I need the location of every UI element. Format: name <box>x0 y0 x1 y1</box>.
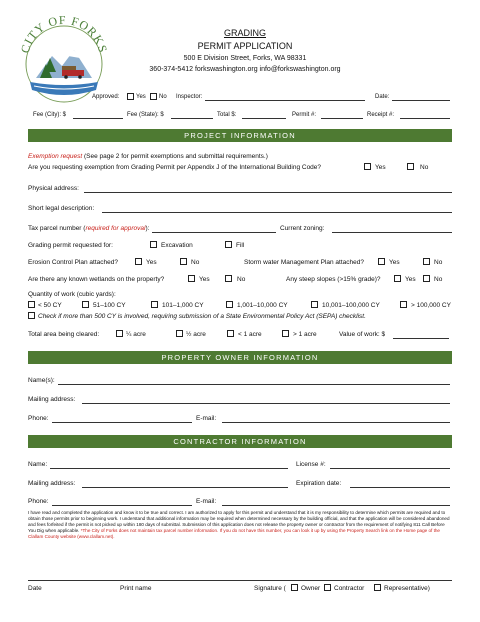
quantity-101-1000-label: 101–1,000 CY <box>162 302 204 309</box>
signature-contractor-checkbox[interactable] <box>324 584 331 591</box>
erosion-yes-label: Yes <box>146 259 157 266</box>
contractor-phone-label: Phone: <box>28 498 49 505</box>
print-name-label: Print name <box>120 585 152 592</box>
erosion-yes-checkbox[interactable] <box>135 258 142 265</box>
contractor-email-field[interactable] <box>222 505 450 506</box>
signature-representative-label: Representative) <box>384 585 430 592</box>
city-contact: 360-374-5412 forkswashington.org info@forkswashington.org <box>149 66 341 73</box>
permit-number-field[interactable] <box>321 118 363 119</box>
license-label: License #: <box>296 461 326 468</box>
project-information-header: PROJECT INFORMATION <box>28 129 452 142</box>
contractor-phone-field[interactable] <box>52 505 192 506</box>
erosion-plan-label: Erosion Control Plan attached? <box>28 259 118 266</box>
contractor-name-field[interactable] <box>50 468 288 469</box>
steep-slopes-yes-label: Yes <box>405 276 416 283</box>
receipt-number-label: Receipt #: <box>367 112 395 118</box>
expiration-date-label: Expiration date: <box>296 480 342 487</box>
area-gt1-acre-checkbox[interactable] <box>282 330 289 337</box>
total-field[interactable] <box>242 118 286 119</box>
wetlands-no-checkbox[interactable] <box>225 275 232 282</box>
inspector-field[interactable] <box>205 100 365 101</box>
fill-label: Fill <box>236 242 245 249</box>
city-address: 500 E Division Street, Forks, WA 98331 <box>183 55 307 62</box>
excavation-label: Excavation <box>161 242 193 249</box>
stormwater-plan-label: Storm water Management Plan attached? <box>244 259 364 266</box>
expiration-date-field[interactable] <box>350 487 450 488</box>
sepa-note: Check if more than 500 CY is involved, requiring submission of a State Environmental Policy Act (SEPA) checklist. <box>38 313 366 320</box>
exemption-question: Are you requesting exemption from Grading Permit per Appendix J of the International Building Code? <box>28 164 322 171</box>
current-zoning-field[interactable] <box>332 232 452 233</box>
quantity-101-1000-checkbox[interactable] <box>151 301 158 308</box>
fee-city-field[interactable] <box>73 118 123 119</box>
approved-no-checkbox[interactable] <box>150 93 157 100</box>
contractor-information-header: CONTRACTOR INFORMATION <box>28 435 452 448</box>
fee-state-field[interactable] <box>171 118 213 119</box>
owner-email-field[interactable] <box>222 422 450 423</box>
sepa-checkbox[interactable] <box>28 312 35 319</box>
erosion-no-label: No <box>191 259 200 266</box>
owner-names-field[interactable] <box>58 384 450 385</box>
total-label: Total $: <box>217 112 237 118</box>
contractor-mailing-field[interactable] <box>82 487 288 488</box>
contractor-name-label: Name: <box>28 461 48 468</box>
exemption-yes-label: Yes <box>375 164 386 171</box>
wetlands-yes-label: Yes <box>199 276 210 283</box>
license-field[interactable] <box>330 468 450 469</box>
current-zoning-label: Current zoning: <box>280 225 325 232</box>
tax-parcel-field[interactable] <box>152 232 276 233</box>
steep-slopes-label: Any steep slopes (>15% grade)? <box>286 276 381 283</box>
quantity-51-100-label: 51–100 CY <box>93 302 126 309</box>
grading-requested-label: Grading permit requested for: <box>28 242 113 249</box>
stormwater-no-checkbox[interactable] <box>423 258 430 265</box>
form-subtitle: PERMIT APPLICATION <box>197 41 293 51</box>
quantity-1001-10000-checkbox[interactable] <box>226 301 233 308</box>
wetlands-label: Are there any known wetlands on the property? <box>28 276 165 283</box>
tax-parcel-disclaimer: *The City of Forks does not maintain tax parcel number information. If you do not have this number, you can look it up by using the Property Search link on the Home page of the Clallam County website (www.clallam.net). <box>28 528 440 540</box>
steep-slopes-no-checkbox[interactable] <box>423 275 430 282</box>
certification-statement <box>28 510 452 540</box>
signature-contractor-label: Contractor <box>334 585 365 592</box>
stormwater-no-label: No <box>434 259 443 266</box>
owner-mailing-field[interactable] <box>82 403 450 404</box>
svg-text:CITY OF FORKS: CITY OF FORKS <box>17 12 111 55</box>
approved-no-label: No <box>159 94 167 100</box>
exemption-yes-checkbox[interactable] <box>364 163 371 170</box>
quantity-10001-100000-label: 10,001–100,000 CY <box>322 302 380 309</box>
area-gt1-acre-label: > 1 acre <box>293 331 317 338</box>
contractor-email-label: E-mail: <box>196 498 217 505</box>
stormwater-yes-checkbox[interactable] <box>378 258 385 265</box>
owner-names-label: Name(s): <box>28 377 55 384</box>
owner-phone-label: Phone: <box>28 415 49 422</box>
quantity-lt50-label: < 50 CY <box>38 302 62 309</box>
area-quarter-acre-checkbox[interactable] <box>116 330 123 337</box>
signature-representative-checkbox[interactable] <box>374 584 381 591</box>
quantity-10001-100000-checkbox[interactable] <box>311 301 318 308</box>
area-half-acre-checkbox[interactable] <box>176 330 183 337</box>
owner-email-label: E-mail: <box>196 415 217 422</box>
tax-parcel-required: required for approval <box>85 225 146 232</box>
approved-yes-label: Yes <box>136 94 146 100</box>
signature-label: Signature ( <box>254 585 286 592</box>
signature-owner-label: Owner <box>301 585 321 592</box>
value-of-work-field[interactable] <box>393 338 449 339</box>
fee-city-label: Fee (City): $ <box>33 112 67 118</box>
value-of-work-label: Value of work: $ <box>339 331 386 338</box>
physical-address-label: Physical address: <box>28 185 79 192</box>
tax-parcel-close: ): <box>145 225 150 232</box>
quantity-label: Quantity of work (cubic yards): <box>28 291 116 298</box>
excavation-checkbox[interactable] <box>150 241 157 248</box>
erosion-no-checkbox[interactable] <box>180 258 187 265</box>
wetlands-no-label: No <box>237 276 246 283</box>
area-quarter-acre-label: ¼ acre <box>126 331 146 338</box>
area-half-acre-label: ½ acre <box>186 331 206 338</box>
wetlands-yes-checkbox[interactable] <box>188 275 195 282</box>
date-signature-line[interactable] <box>28 580 452 581</box>
owner-phone-field[interactable] <box>52 422 192 423</box>
property-owner-header: PROPERTY OWNER INFORMATION <box>28 351 452 364</box>
exemption-no-label: No <box>420 164 429 171</box>
fee-state-label: Fee (State): $ <box>127 112 164 118</box>
signature-owner-checkbox[interactable] <box>291 584 298 591</box>
form-title: GRADING <box>223 28 266 38</box>
signature-date-label: Date <box>28 585 42 592</box>
tax-parcel-label <box>28 225 149 232</box>
quantity-51-100-checkbox[interactable] <box>82 301 89 308</box>
approved-yes-checkbox[interactable] <box>127 93 134 100</box>
approval-date-label: Date: <box>375 94 390 100</box>
quantity-gt100000-label: > 100,000 CY <box>411 302 451 309</box>
fill-checkbox[interactable] <box>225 241 232 248</box>
exemption-no-checkbox[interactable] <box>407 163 414 170</box>
exemption-request-line <box>28 153 268 160</box>
permit-number-label: Permit #: <box>292 112 317 118</box>
tax-parcel-text: Tax parcel number ( <box>28 225 86 232</box>
area-lt1-acre-checkbox[interactable] <box>227 330 234 337</box>
contractor-mailing-label: Mailing address: <box>28 480 76 487</box>
quantity-gt100000-checkbox[interactable] <box>400 301 407 308</box>
legal-description-label: Short legal description: <box>28 205 95 212</box>
certification-text: I have read and completed the application and know it to be true and correct. I am authorized to apply for this permit and understand that it is my responsibility to determine which permits are required and to obtain those permits prior to beginning work. I understand that additional information may be required when determined necessary by the building official, and that the application will be considered abandoned and fees forfeited if the permit is not picked up within 180 days of submittal. Submission of this application does not release the property owner or contractor from the requirement of notifying 811 Call Before You Dig when applicable. <box>28 510 450 534</box>
inspector-label: Inspector: <box>176 94 203 100</box>
owner-mailing-label: Mailing address: <box>28 396 76 403</box>
approval-date-field[interactable] <box>392 100 450 101</box>
receipt-number-field[interactable] <box>400 118 450 119</box>
steep-slopes-yes-checkbox[interactable] <box>394 275 401 282</box>
exemption-request-label: Exemption request <box>28 153 83 160</box>
steep-slopes-no-label: No <box>434 276 443 283</box>
physical-address-field[interactable] <box>84 192 452 193</box>
stormwater-yes-label: Yes <box>389 259 400 266</box>
legal-description-field[interactable] <box>102 212 452 213</box>
area-cleared-label: Total area being cleared: <box>28 331 100 338</box>
exemption-note: (See page 2 for permit exemptions and submittal requirements.) <box>82 153 268 160</box>
approved-label: Approved: <box>92 94 120 100</box>
quantity-lt50-checkbox[interactable] <box>28 301 35 308</box>
area-lt1-acre-label: < 1 acre <box>238 331 262 338</box>
quantity-1001-10000-label: 1,001–10,000 CY <box>237 302 288 309</box>
